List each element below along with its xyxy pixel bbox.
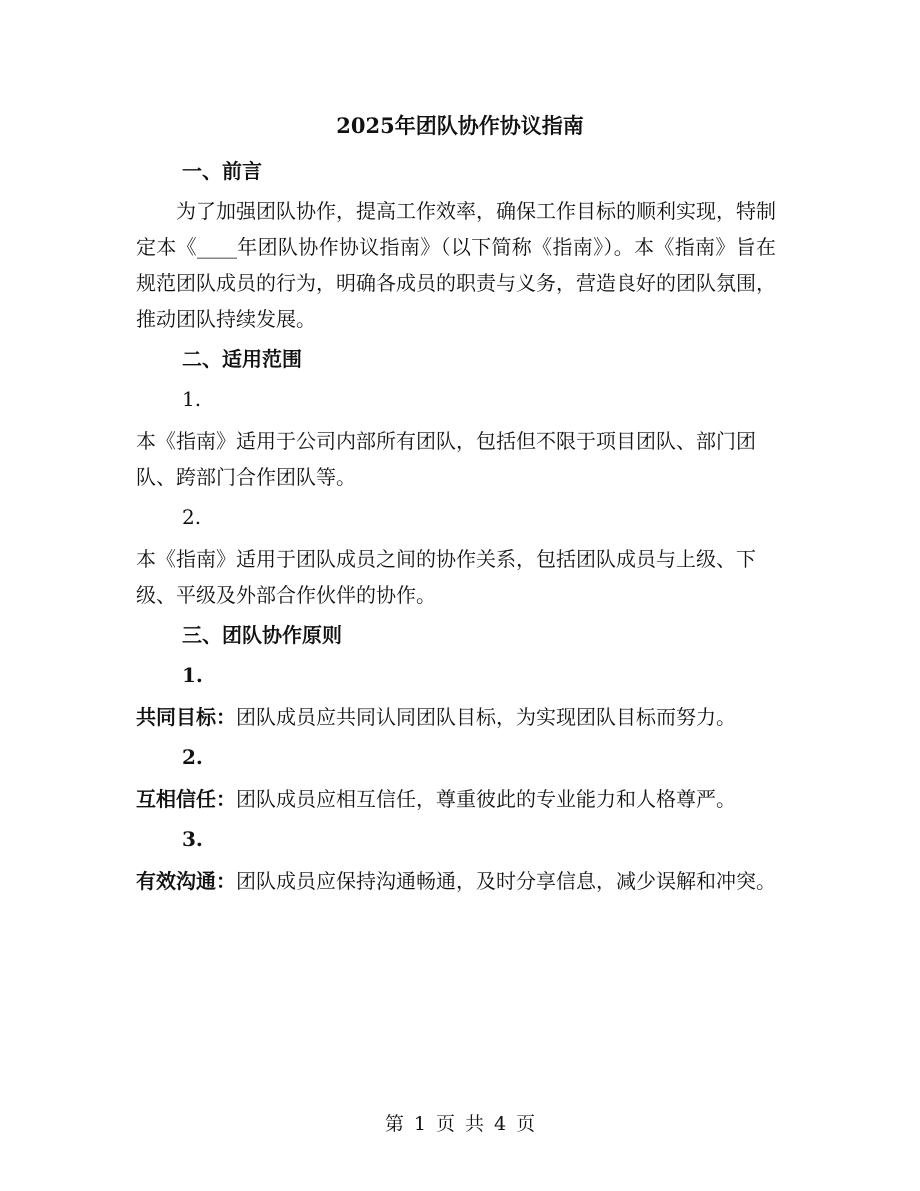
- section-heading-preface: 一、前言: [182, 159, 262, 183]
- principle-item-number: 3.: [182, 827, 203, 851]
- scope-item-number: 2.: [182, 505, 202, 529]
- principle-item: [136, 699, 776, 735]
- principle-item-number: 1.: [182, 663, 203, 687]
- scope-item-number: 1.: [182, 387, 202, 411]
- scope-item-text: 本《指南》适用于公司内部所有团队，包括但不限于项目团队、部门团队、跨部门合作团队等。: [136, 429, 756, 489]
- page-number-footer: 第 1 页 共 4 页: [384, 1113, 536, 1135]
- principle-item: [136, 781, 776, 817]
- principle-text: 团队成员应共同认同团队目标，为实现团队目标而努力。: [236, 705, 736, 729]
- preface-paragraph: 为了加强团队协作，提高工作效率，确保工作目标的顺利实现，特制定本《____年团队协作协议指南》（以下简称《指南》）。本《指南》旨在规范团队成员的行为，明确各成员的职责与义务，营造良好的团队氛围，推动团队持续发展。: [136, 199, 776, 331]
- section-heading-scope: 二、适用范围: [182, 347, 302, 371]
- principle-text: 团队成员应相互信任，尊重彼此的专业能力和人格尊严。: [236, 787, 736, 811]
- principle-item: [136, 863, 776, 899]
- principle-term: 互相信任：: [136, 787, 236, 811]
- document-body: [136, 153, 776, 903]
- section-heading-principles: 三、团队协作原则: [182, 623, 342, 647]
- scope-item-text: 本《指南》适用于团队成员之间的协作关系，包括团队成员与上级、下级、平级及外部合作伙伴的协作。: [136, 547, 756, 607]
- principle-term: 共同目标：: [136, 705, 236, 729]
- principle-term: 有效沟通：: [136, 869, 236, 893]
- principle-item-number: 2.: [182, 745, 203, 769]
- principle-text: 团队成员应保持沟通畅通，及时分享信息，减少误解和冲突。: [236, 869, 776, 893]
- document-title: 2025年团队协作协议指南: [336, 113, 584, 138]
